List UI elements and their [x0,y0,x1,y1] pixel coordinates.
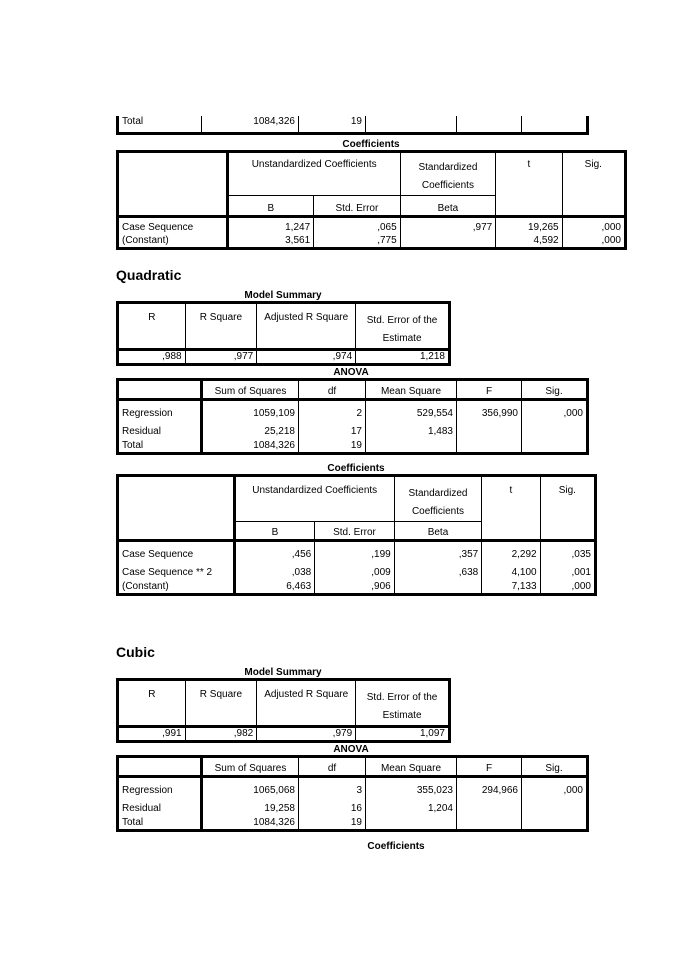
header-unstandardized: Unstandardized Coefficients [227,152,400,196]
cell-f [457,817,522,831]
header-r-square: R Square [185,680,257,727]
header-r: R [118,303,186,350]
cubic-model-summary-table [116,678,451,743]
table-row [118,799,588,817]
cell-df: 2 [299,400,366,422]
header-adjusted-r-square: Adjusted R Square [257,680,356,727]
cell-t: 2,292 [482,541,540,563]
header-beta: Beta [394,522,482,541]
cell-ms [366,817,457,831]
cell-adjusted-r-square: ,979 [257,727,356,742]
table-row [118,777,588,799]
anova-caption: ANOVA [333,367,369,378]
header-b: B [227,196,314,217]
cell-se: ,199 [315,541,395,563]
model-summary-caption: Model Summary [244,290,322,301]
header-sig: Sig. [522,380,588,400]
header-std-error-estimate [356,680,450,727]
row-label: Case Sequence [118,541,235,563]
cell-df: 16 [299,799,366,817]
table-row [118,581,596,595]
cell-sig: ,000 [563,408,583,419]
header-standardized-line1: Standardized [408,488,468,499]
row-label: Total [118,440,202,454]
cell-se: ,065 [314,217,401,235]
cell-sig: ,000 [601,234,621,246]
coefficients-caption: Coefficients [327,463,385,474]
cell-r: ,988 [118,350,186,365]
header-see-line2: Estimate [382,710,422,721]
cell-sig: ,035 [571,549,591,560]
cell-b: ,456 [234,541,315,563]
cell-t: 7,133 [482,581,540,595]
header-sum-of-squares: Sum of Squares [202,757,299,777]
header-adjusted-r-square: Adjusted R Square [257,303,356,350]
row-label: Residual [118,422,202,440]
cell-sig [522,422,588,440]
linear-coefficients-table [116,150,627,250]
cell-ss: 1084,326 [202,817,299,831]
header-std-error: Std. Error [315,522,395,541]
cell-df: 3 [299,777,366,799]
row-label: (Constant) [118,581,235,595]
coefficients-caption: Coefficients [342,139,400,150]
table-row [118,817,588,831]
row-label: Regression [118,777,202,799]
cell-r-square: ,982 [185,727,257,742]
section-title-cubic: Cubic [116,644,155,660]
header-sig: Sig. [540,476,595,541]
linear-anova-total-fragment [116,116,589,135]
header-mean-square: Mean Square [366,380,457,400]
cell-beta: ,638 [394,563,482,581]
header-f: F [457,757,522,777]
cell-f: 294,966 [457,777,522,799]
cell-b: 1,247 [227,217,314,235]
table-row [118,400,588,422]
cell-ss: 25,218 [202,422,299,440]
cell-f [457,799,522,817]
header-mean-square: Mean Square [366,757,457,777]
table-row [118,440,588,454]
cell-r-square: ,977 [185,350,257,365]
cell-beta [394,581,482,595]
header-standardized-line2: Coefficients [421,180,474,191]
coefficients-caption: Coefficients [367,841,425,852]
cell-adjusted-r-square: ,974 [257,350,356,365]
cell-b: 3,561 [227,235,314,249]
cell-sig [522,817,588,831]
quadratic-coefficients-table [116,474,597,596]
cell-sig [522,440,588,454]
model-summary-caption: Model Summary [244,667,322,678]
cell-se: ,775 [314,235,401,249]
cell-sig [522,799,588,817]
cell-ss: 1065,068 [202,777,299,799]
row-label: Regression [118,400,202,422]
cell-se: ,009 [315,563,395,581]
cell-f [457,440,522,454]
cell-sig: ,000 [601,222,621,233]
cell-f [457,422,522,440]
header-standardized-line2: Coefficients [411,506,465,517]
header-t: t [496,152,562,217]
row-label: Case Sequence [118,217,228,235]
header-unstandardized: Unstandardized Coefficients [234,476,394,522]
cell-ms: 1,204 [366,799,457,817]
cell-r: ,991 [118,727,186,742]
quadratic-model-summary-table [116,301,451,366]
table-row [118,727,450,742]
cell-b: 6,463 [234,581,315,595]
table-row [118,563,596,581]
table-row [118,541,596,563]
cell-t: 4,100 [482,563,540,581]
row-label: Case Sequence ** 2 [118,563,235,581]
row-label-total: Total [118,116,202,133]
cell-ms: 355,023 [366,777,457,799]
header-sig: Sig. [562,152,625,217]
header-sig: Sig. [522,757,588,777]
header-r-square: R Square [185,303,257,350]
cell-sig: ,001 [571,566,591,578]
header-beta: Beta [400,196,496,217]
row-label: (Constant) [118,235,228,249]
header-standardized [400,152,496,196]
cell-ms: 529,554 [366,400,457,422]
cell-t: 19,265 [496,217,562,235]
section-title-quadratic: Quadratic [116,267,182,283]
anova-caption: ANOVA [333,744,369,755]
cell-ss: 19,258 [202,799,299,817]
table-row [118,422,588,440]
cell-df: 19 [299,817,366,831]
table-row [118,350,450,365]
header-r: R [118,680,186,727]
cell-std-error-estimate: 1,218 [419,351,445,362]
cell-t: 4,592 [496,235,562,249]
cell-b: ,038 [234,563,315,581]
quadratic-anova-table [116,378,589,455]
cell-std-error-estimate: 1,097 [419,728,445,739]
cell-beta [400,235,496,249]
cell-ss: 1059,109 [202,400,299,422]
header-std-error-estimate [356,303,450,350]
table-row [118,235,626,249]
header-f: F [457,380,522,400]
cell-df: 17 [299,422,366,440]
row-label: Total [118,817,202,831]
header-standardized [394,476,482,522]
header-see-line1: Std. Error of the [366,692,438,703]
header-see-line1: Std. Error of the [366,315,438,326]
table-row [118,217,626,235]
header-b: B [234,522,315,541]
cell-beta: ,977 [400,217,496,235]
cell-ss: 1084,326 [202,440,299,454]
header-df: df [299,380,366,400]
header-df: df [299,757,366,777]
header-see-line2: Estimate [382,333,422,344]
header-standardized-line1: Standardized [418,162,478,173]
row-label: Residual [118,799,202,817]
cell-df: 19 [299,440,366,454]
cell-ms [366,440,457,454]
cell-ss: 1084,326 [202,116,299,133]
cell-sig: ,000 [563,785,583,796]
cell-df: 19 [299,116,366,133]
cubic-anova-table [116,755,589,832]
header-std-error: Std. Error [314,196,401,217]
header-t: t [482,476,540,541]
cell-sig: ,000 [571,580,591,592]
cell-beta: ,357 [394,541,482,563]
cell-ms: 1,483 [366,422,457,440]
cell-se: ,906 [315,581,395,595]
header-sum-of-squares: Sum of Squares [202,380,299,400]
cell-f: 356,990 [457,400,522,422]
